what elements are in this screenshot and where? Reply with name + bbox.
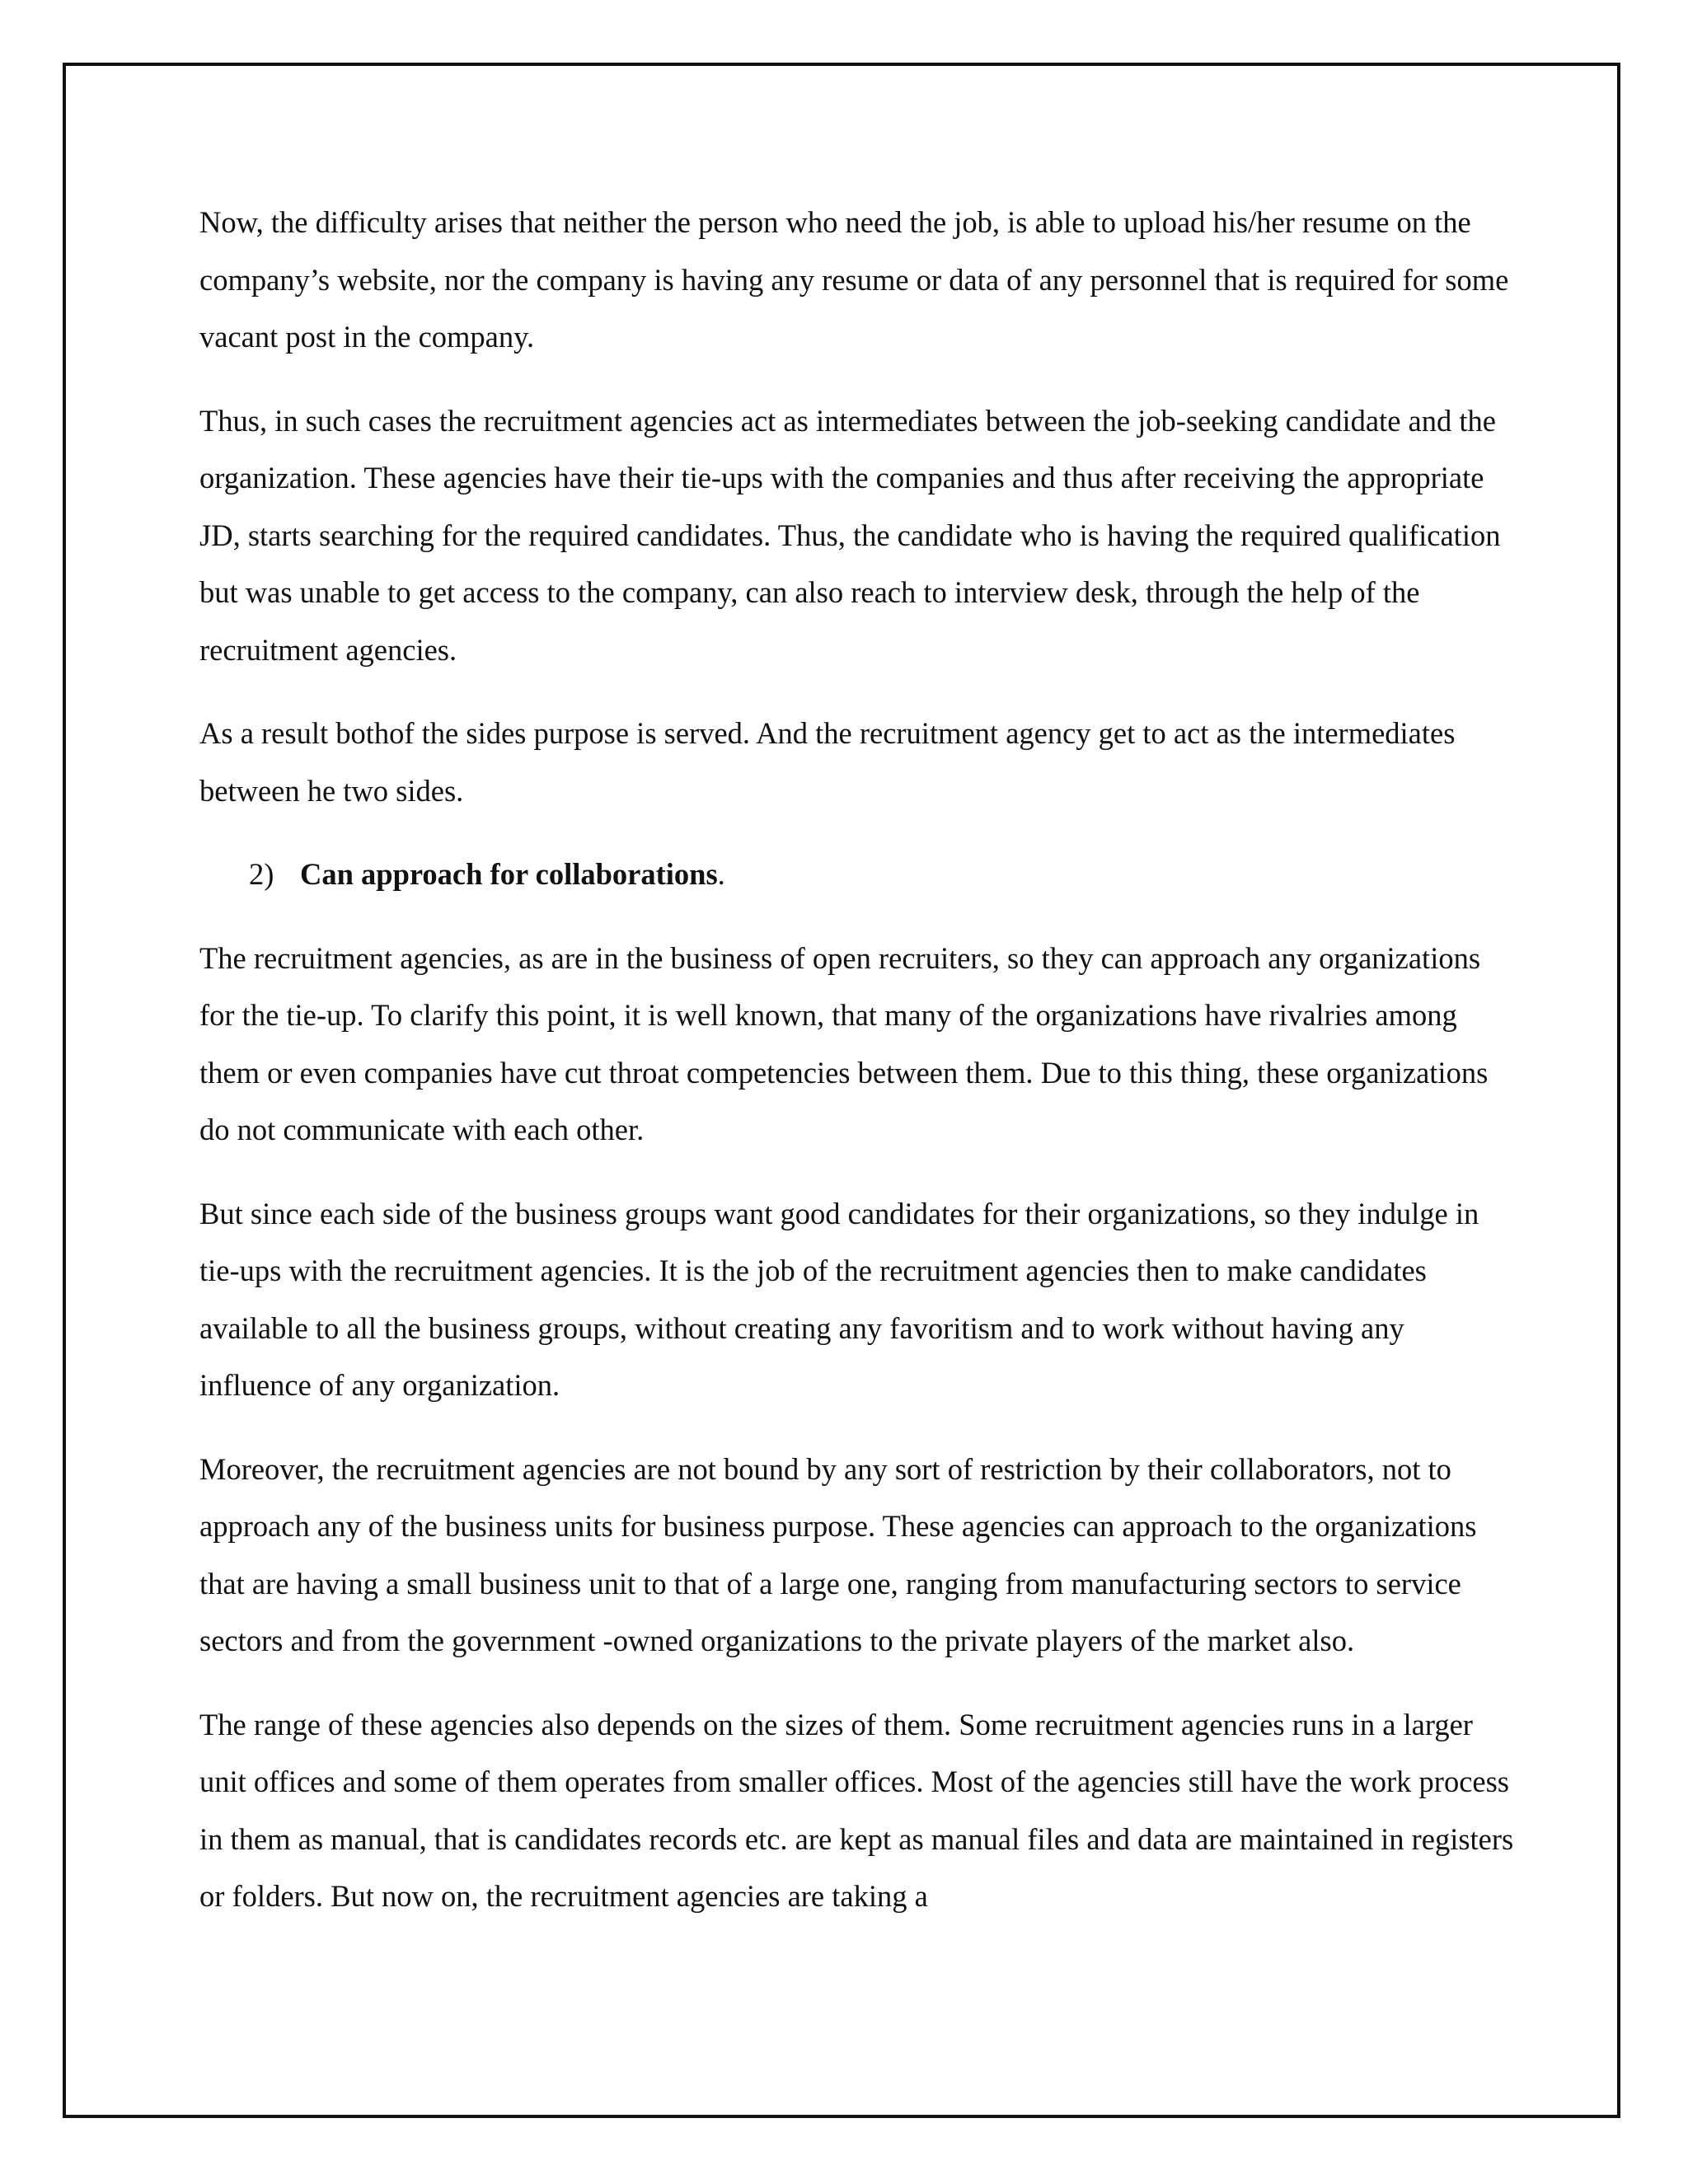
list-item-collaborations — [199, 846, 1518, 903]
paragraph: As a result bothof the sides purpose is served. And the recruitment agency get to act as the intermediates between he two sides. — [199, 716, 1456, 808]
paragraph: But since each side of the business groups want good candidates for their organizations, so they indulge in tie-ups with the recruitment agencies. It is the job of the recruitment agencies then to make candidates available to all the business groups, without creating any favoritism and to work without having any influence of any organization. — [199, 1196, 1479, 1402]
list-item-number: 2) — [249, 857, 274, 891]
paragraph: The range of these agencies also depends on the sizes of them. Some recruitment agencies runs in a larger unit offices and some of them operates from smaller offices. Most of the agencies still have the work process in them as manual, that is candidates records etc. are kept as manual files and data are maintained in registers or folders. But now on, the recruitment agencies are taking a — [199, 1707, 1514, 1913]
paragraph: Moreover, the recruitment agencies are not bound by any sort of restriction by their collaborators, not to approach any of the business units for business purpose. These agencies can approach to the organizations that are having a small business unit to that of a large one, ranging from manufacturing sectors to service sectors and from the government -owned organizations to the private players of the market also. — [199, 1451, 1477, 1657]
list-item-suffix: . — [717, 857, 725, 891]
paragraph: Now, the difficulty arises that neither the person who need the job, is able to upload his/her resume on the company’s website, nor the company is having any resume or data of any personnel that is required for some vacant post in the company. — [199, 205, 1509, 354]
paragraph: Thus, in such cases the recruitment agencies act as intermediates between the job-seeking candidate and the organization. These agencies have their tie-ups with the companies and thus after receiving the appropriate JD, starts searching for the required candidates. Thus, the candidate who is having the required qualification but was unable to get access to the company, can also reach to interview desk, through the help of the recruitment agencies. — [199, 403, 1501, 667]
list-item-title: Can approach for collaborations — [300, 857, 718, 891]
document-body — [199, 194, 1518, 1952]
paragraph: The recruitment agencies, as are in the business of open recruiters, so they can approach any organizations for the tie-up. To clarify this point, it is well known, that many of the organizations have rivalries among them or even companies have cut throat competencies between them. Due to this thing, these organizations do not communicate with each other. — [199, 940, 1489, 1146]
